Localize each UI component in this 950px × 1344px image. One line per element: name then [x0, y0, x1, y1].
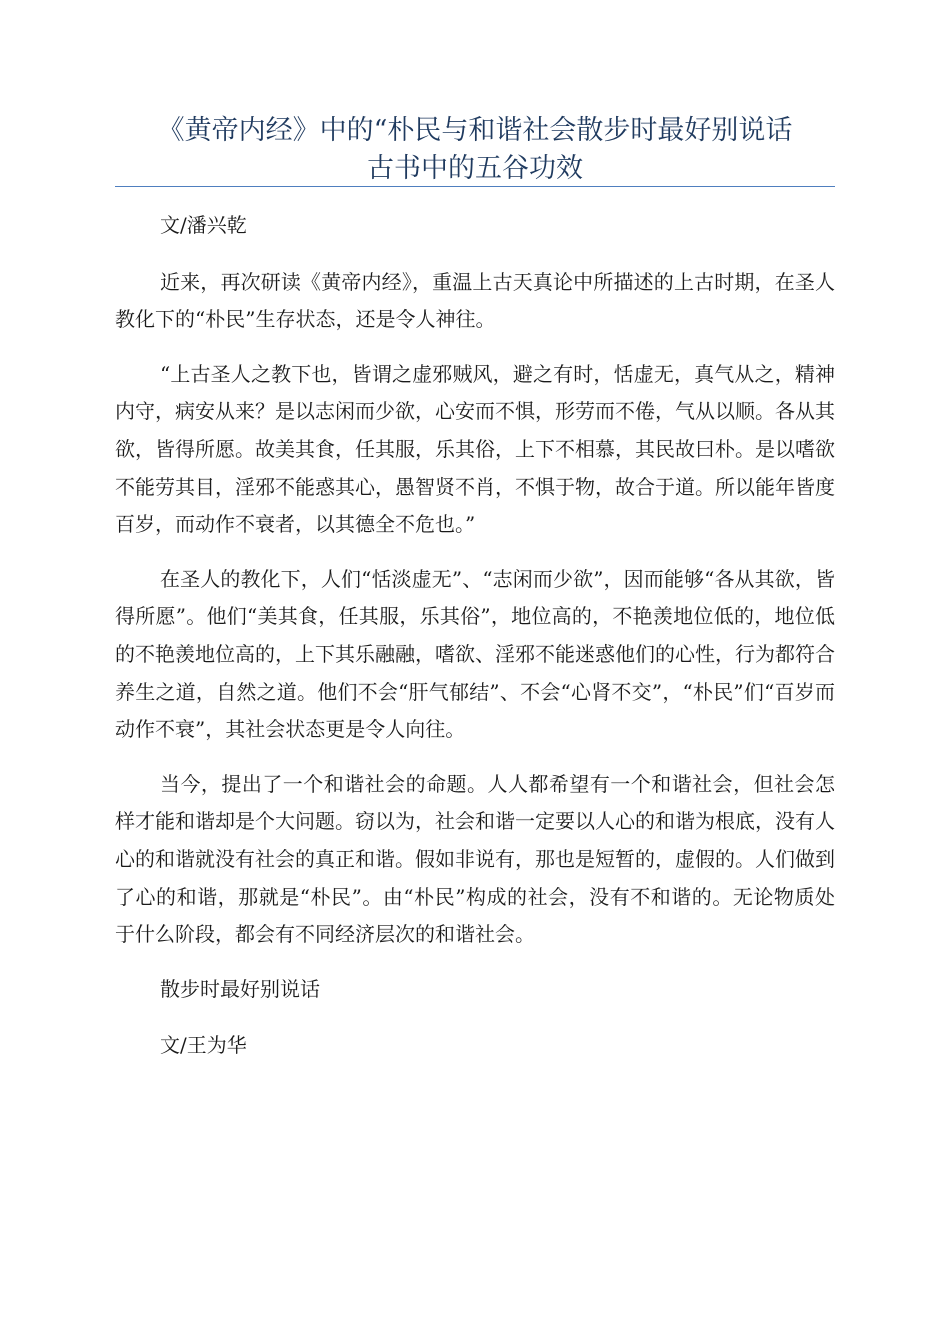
author-line-2: 文/王为华: [160, 1033, 247, 1058]
paragraph-4: 当今，提出了一个和谐社会的命题。人人都希望有一个和谐社会，但社会怎样才能和谐却是个大问题。窃以为，社会和谐一定要以人心的和谐为根底，没有人心的和谐就没有社会的真正和谐。假如非说有，那也是短暂的，虚假的。人们做到了心的和谐，那就是“朴民”。由“朴民”构成的社会，没有不和谐的。无论物质处于什么阶段，都会有不同经济层次的和谐社会。: [115, 771, 835, 947]
title-underline: [115, 186, 835, 187]
title-line-2: 古书中的五谷功效: [367, 153, 583, 184]
paragraph-2-quote: “上古圣人之教下也，皆谓之虚邪贼风，避之有时，恬虚无，真气从之，精神内守，病安从来？是以志闲而少欲，心安而不惧，形劳而不倦，气从以顺。各从其欲，皆得所愿。故美其食，任其服，乐其俗，上下不相慕，其民故曰朴。是以嗜欲不能劳其目，淫邪不能惑其心，愚智贤不肖，不惧于物，故合于道。所以能年皆度百岁，而动作不衰者，以其德全不危也。”: [115, 361, 835, 537]
document-body: [115, 207, 835, 1084]
title-line-1: 《黄帝内经》中的“朴民与和谐社会散步时最好别说话: [157, 115, 793, 146]
paragraph-3: 在圣人的教化下，人们“恬淡虚无”、“志闲而少欲”，因而能够“各从其欲，皆得所愿”。他们“美其食，任其服，乐其俗”，地位高的，不艳羡地位低的，地位低的不艳羡地位高的，上下其乐融融，嗜欲、淫邪不能迷惑他们的心性，行为都符合养生之道，自然之道。他们不会“肝气郁结”、不会“心肾不交”，“朴民”们“百岁而动作不衰”，其社会状态更是令人向往。: [115, 566, 835, 742]
paragraph-1: 近来，再次研读《黄帝内经》，重温上古天真论中所描述的上古时期，在圣人教化下的“朴民”生存状态，还是令人神往。: [115, 269, 835, 332]
section-2-title: 散步时最好别说话: [160, 976, 320, 1001]
author-line: 文/潘兴乾: [160, 213, 247, 237]
document-title: [115, 112, 835, 188]
